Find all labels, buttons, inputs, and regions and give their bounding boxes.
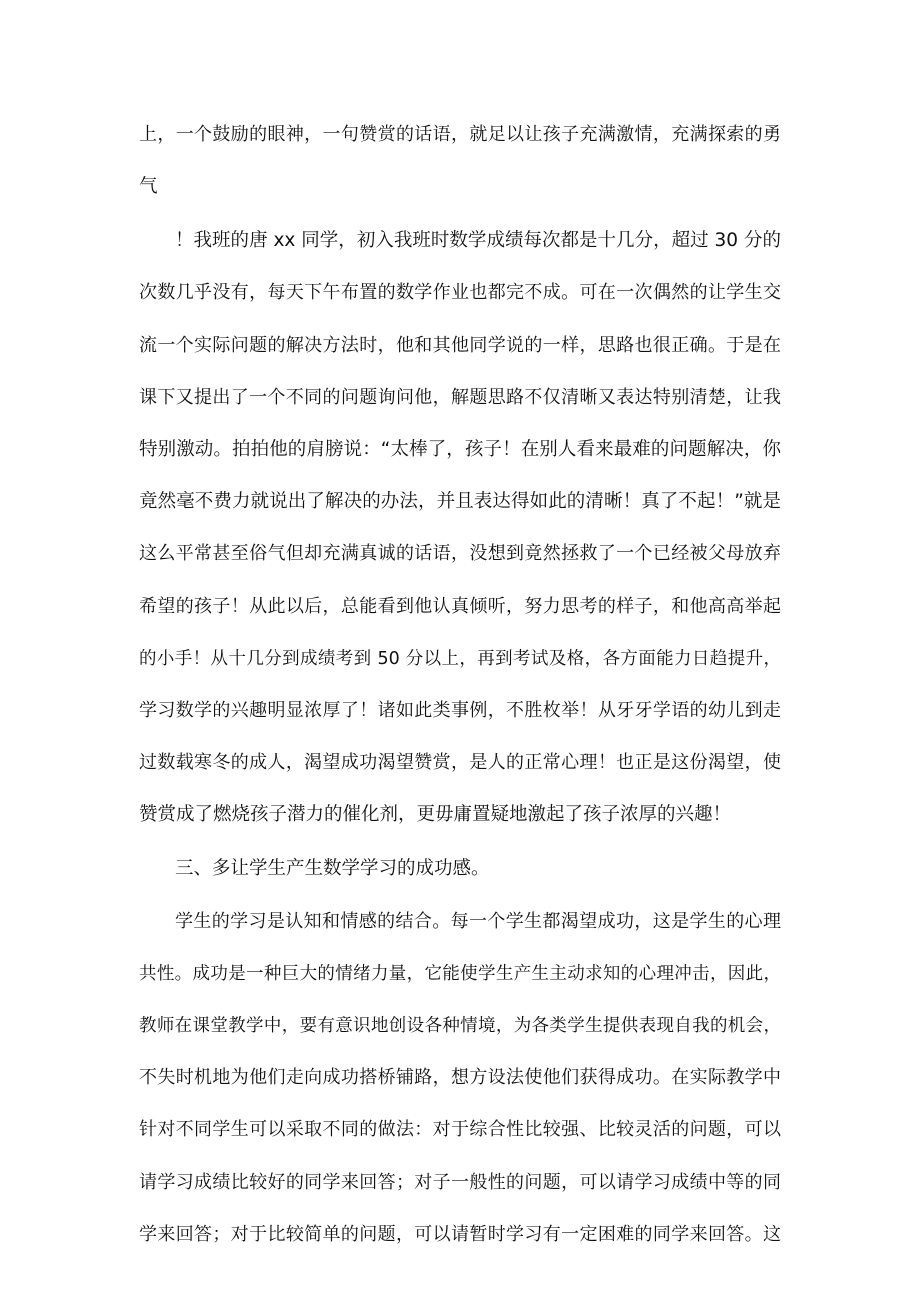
paragraph-2-line-2: 次数几乎没有，每天下午布置的数学作业也都完不成。可在一次偶然的让学生交 [139, 282, 781, 303]
paragraph-2-line-5: 特别激动。拍拍他的肩膀说：“太棒了，孩子！在别人看来最难的问题解决，你 [139, 439, 781, 460]
paragraph-2-line-8: 希望的孩子！从此以后，总能看到他认真倾听，努力思考的样子，和他高高举起 [139, 596, 781, 617]
paragraph-2-line-4: 课下又提出了一个不同的问题询问他，解题思路不仅清晰又表达特别清楚，让我 [139, 387, 781, 408]
paragraph-3-line-1: 学生的学习是认知和情感的结合。每一个学生都渴望成功，这是学生的心理 [175, 911, 781, 932]
paragraph-1-line-1: 上，一个鼓励的眼神，一句赞赏的话语，就足以让孩子充满激情，充满探索的勇 [139, 124, 781, 145]
paragraph-2-line-3: 流一个实际问题的解决方法时，他和其他同学说的一样，思路也很正确。于是在 [139, 335, 781, 356]
paragraph-3-line-7: 学来回答；对于比较简单的问题，可以请暂时学习有一定困难的同学来回答。这 [139, 1224, 781, 1245]
paragraph-2-line-7: 这么平常甚至俗气但却充满真诚的话语，没想到竟然拯救了一个已经被父母放弃 [139, 543, 781, 564]
paragraph-2-line-10: 学习数学的兴趣明显浓厚了！诸如此类事例，不胜枚举！从牙牙学语的幼儿到走 [139, 700, 781, 721]
paragraph-3-line-4: 不失时机地为他们走向成功搭桥铺路，想方设法使他们获得成功。在实际教学中 [139, 1067, 781, 1088]
paragraph-2-line-9: 的小手！从十几分到成绩考到 50 分以上，再到考试及格，各方面能力日趋提升， [139, 649, 781, 669]
paragraph-2-line-6: 竟然毫不费力就说出了解决的办法，并且表达得如此的清晰！真了不起！”就是 [139, 491, 781, 512]
paragraph-3-line-5: 针对不同学生可以采取不同的做法：对于综合性比较强、比较灵活的问题，可以 [139, 1119, 781, 1140]
paragraph-2-line-12: 赞赏成了燃烧孩子潜力的催化剂，更毋庸置疑地激起了孩子浓厚的兴趣！ [139, 804, 732, 825]
paragraph-1-line-2: 气 [139, 176, 158, 197]
paragraph-3-line-6: 请学习成绩比较好的同学来回答；对子一般性的问题，可以请学习成绩中等的同 [139, 1172, 781, 1193]
section-heading: 三、多让学生产生数学学习的成功感。 [175, 858, 490, 879]
paragraph-2-line-1: ！我班的唐 xx 同学，初入我班时数学成绩每次都是十几分，超过 30 分的 [175, 230, 781, 251]
paragraph-2-line-11: 过数载寒冬的成人，渴望成功渴望赞赏，是人的正常心理！也正是这份渴望，使 [139, 752, 781, 773]
paragraph-3-line-2: 共性。成功是一种巨大的情绪力量，它能使学生产生主动求知的心理冲击，因此， [139, 964, 781, 984]
paragraph-3-line-3: 教师在课堂教学中，要有意识地创设各种情境，为各类学生提供表现自我的机会， [139, 1016, 781, 1036]
